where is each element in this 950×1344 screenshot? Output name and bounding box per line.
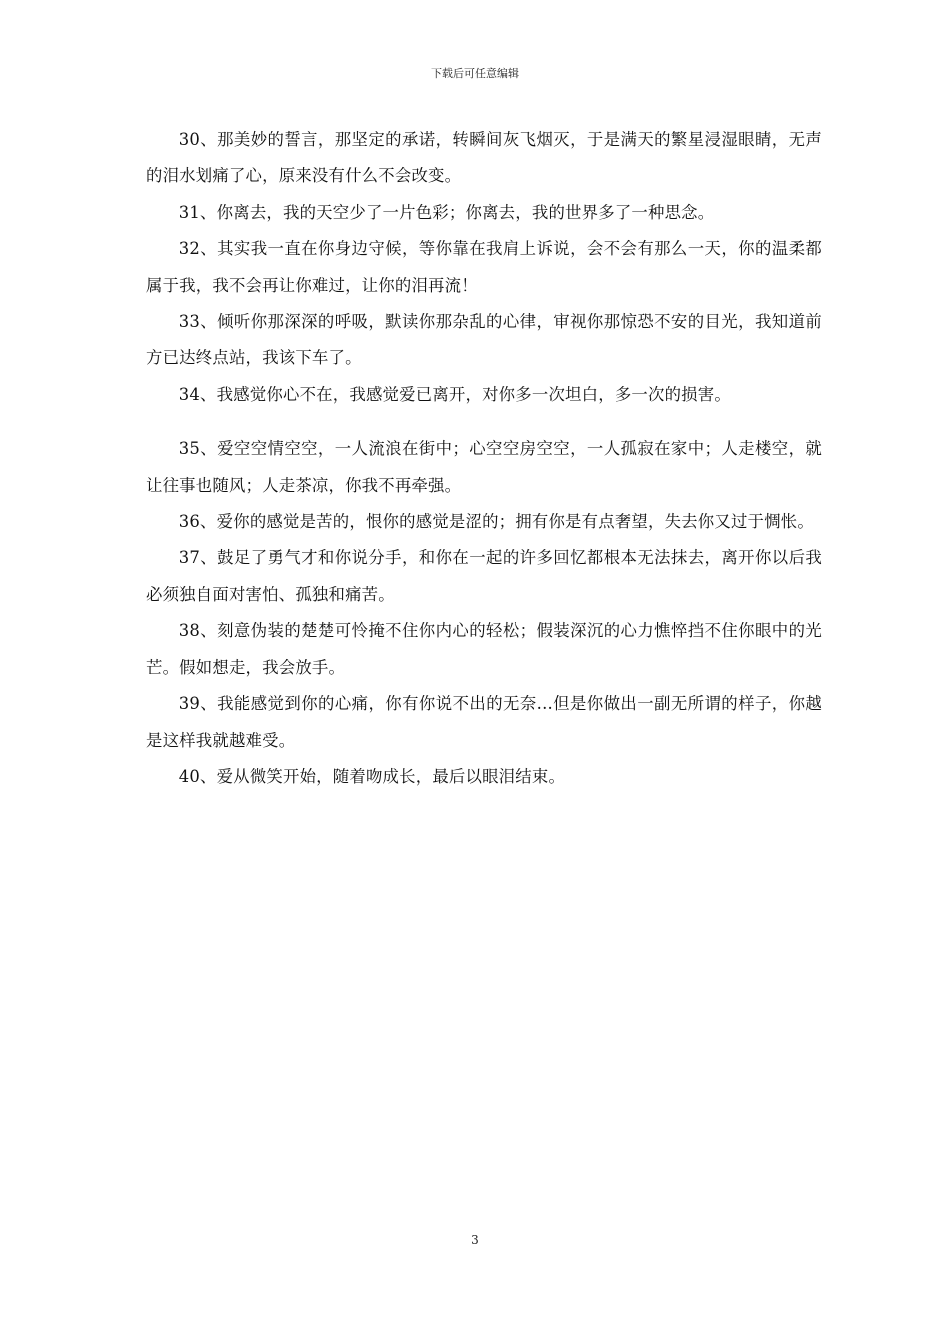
paragraph-34: 34、我感觉你心不在，我感觉爱已离开，对你多一次坦白，多一次的损害。 [178, 384, 731, 404]
paragraph-35: 35、爱空空情空空，一人流浪在街中；心空空房空空，一人孤寂在家中；人走楼空，就让往事也随风；人走茶凉，你我不再牵强。 [146, 439, 822, 495]
paragraph-33: 33、倾听你那深深的呼吸，默读你那杂乱的心律，审视你那惊恐不安的目光，我知道前方已达终点站，我该下车了。 [146, 312, 822, 368]
document-body [146, 122, 822, 795]
paragraph-37: 37、鼓足了勇气才和你说分手，和你在一起的许多回忆都根本无法抹去，离开你以后我必须独自面对害怕、孤独和痛苦。 [146, 548, 822, 604]
paragraph-39: 39、我能感觉到你的心痛，你有你说不出的无奈...但是你做出一副无所谓的样子，你越是这样我就越难受。 [146, 694, 822, 750]
page-header: 下载后可任意编辑 [431, 67, 519, 80]
paragraph-38: 38、刻意伪装的楚楚可怜掩不住你内心的轻松；假装深沉的心力憔悴挡不住你眼中的光芒。假如想走，我会放手。 [146, 621, 822, 677]
paragraph-31: 31、你离去，我的天空少了一片色彩；你离去，我的世界多了一种思念。 [178, 202, 715, 222]
paragraph-36: 36、爱你的感觉是苦的，恨你的感觉是涩的；拥有你是有点奢望，失去你又过于惆怅。 [178, 512, 814, 532]
paragraph-40: 40、爱从微笑开始，随着吻成长，最后以眼泪结束。 [178, 766, 566, 786]
paragraph-32: 32、其实我一直在你身边守候，等你靠在我肩上诉说，会不会有那么一天，你的温柔都属于我，我不会再让你难过，让你的泪再流！ [146, 239, 822, 295]
paragraph-30: 30、那美妙的誓言，那坚定的承诺，转瞬间灰飞烟灭，于是满天的繁星浸湿眼睛，无声的泪水划痛了心，原来没有什么不会改变。 [146, 130, 822, 186]
page-number: 3 [471, 1233, 479, 1247]
